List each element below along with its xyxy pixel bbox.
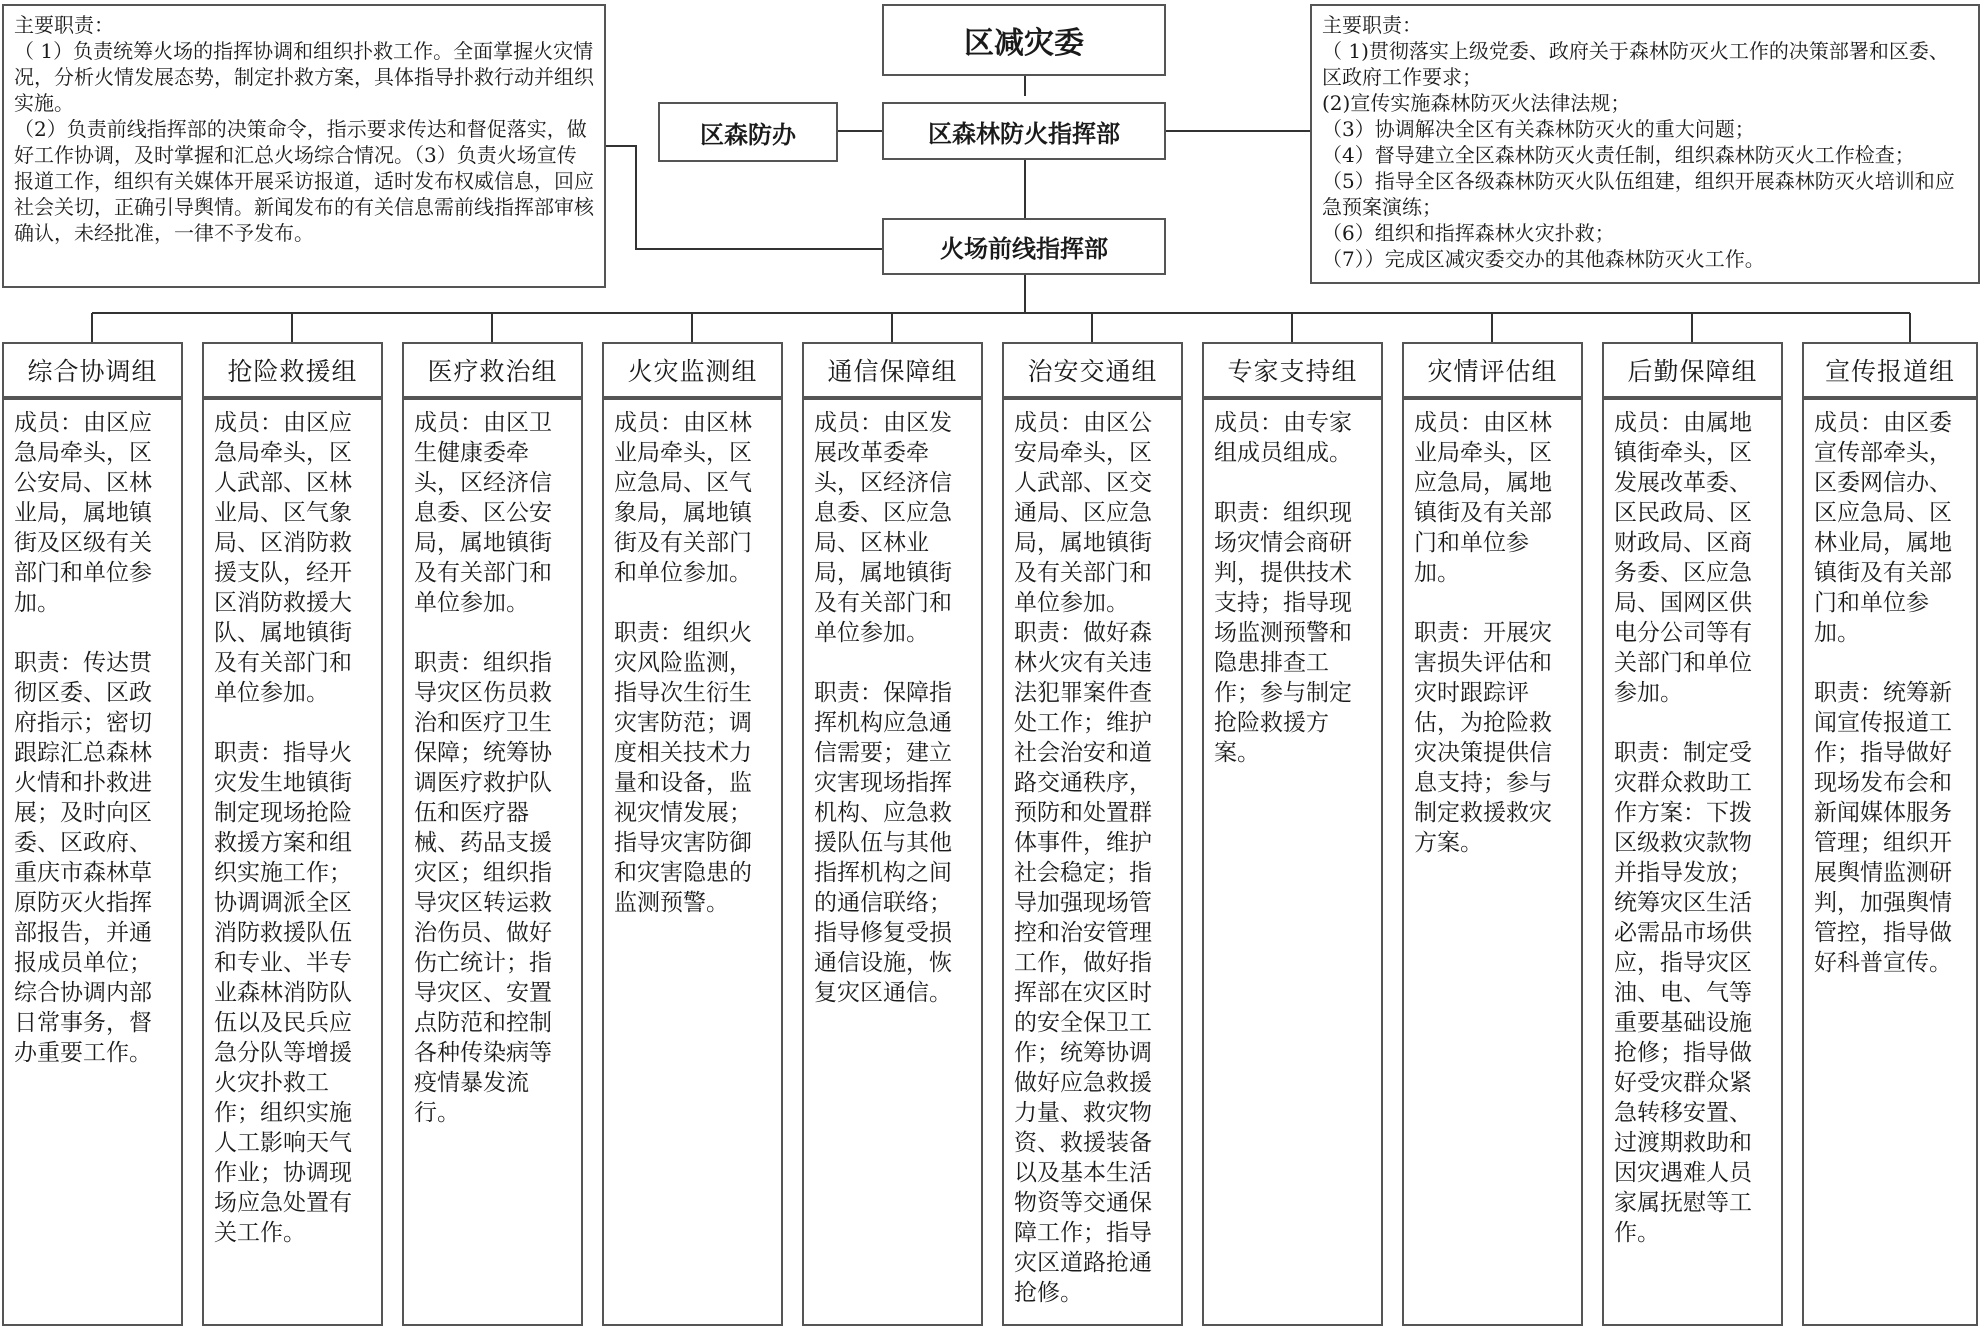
- group-title: 综合协调组: [2, 342, 183, 398]
- hq-duties-note: 主要职责： （ 1)贯彻落实上级党委、政府关于森林防灭火工作的决策部署和区委、区政府工作要求； (2)宣传实施森林防灭火法律法规； （3）协调解决全区有关森林防灭火的重大问题； （4）督导建立全区森林防灭火责任制，组织森林防灭火工作检查； （5）指导全区各级森林防灭火队伍组建，组织开展森林防灭火培训和应急预案演练； （6）组织和指挥森林火灾扑救； （7））完成区减灾委交办的其他森林防灭火工作。: [1310, 4, 1980, 284]
- group-title: 灾情评估组: [1402, 342, 1583, 398]
- group-title: 抢险救援组: [202, 342, 383, 398]
- group-title: 通信保障组: [802, 342, 983, 398]
- group-body: 成员：由区林业局牵头，区应急局，属地镇街及有关部门和单位参加。 职责：开展灾害损失评估和灾时跟踪评估，为抢险救灾决策提供信息支持；参与制定救援救灾方案。: [1402, 398, 1583, 1326]
- group-body: 成员：由区林业局牵头，区应急局、区气象局，属地镇街及有关部门和单位参加。 职责：组织火灾风险监测，指导次生衍生灾害防范；调度相关技术力量和设备，监视灾情发展；指导灾害防御和灾害隐患的监测预警。: [602, 398, 783, 1326]
- group-body: 成员：由专家组成员组成。 职责：组织现场灾情会商研判，提供技术支持；指导现场监测预警和隐患排查工作；参与制定抢险救援方案。: [1202, 398, 1383, 1326]
- group-body: 成员：由区应急局牵头，区人武部、区林业局、区气象局、区消防救援支队，经开区消防救援大队、属地镇街及有关部门和单位参加。 职责：指导火灾发生地镇街制定现场抢险救援方案和组织实施工作；协调调派全区消防救援队伍和专业、半专业森林消防队伍以及民兵应急分队等增援火灾扑救工作；组织实施人工影响天气作业；协调现场应急处置有关工作。: [202, 398, 383, 1326]
- group-title: 专家支持组: [1202, 342, 1383, 398]
- node-hq: 区森林防火指挥部: [882, 102, 1166, 160]
- group-body: 成员：由区卫生健康委牵头，区经济信息委、区公安局，属地镇街及有关部门和单位参加。 职责：组织指导灾区伤员救治和医疗卫生保障；统筹协调医疗救护队伍和医疗器械、药品支援灾区；组织指导灾区转运救治伤员、做好伤亡统计；指导灾区、安置点防范和控制各种传染病等疫情暴发流行。: [402, 398, 583, 1326]
- group-body: 成员：由区应急局牵头，区公安局、区林业局，属地镇街及区级有关部门和单位参加。 职责：传达贯彻区委、区政府指示；密切跟踪汇总森林火情和扑救进展；及时向区委、区政府、重庆市森林草原防灭火指挥部报告，并通报成员单位；综合协调内部日常事务，督办重要工作。: [2, 398, 183, 1326]
- node-forest-office: 区森防办: [658, 102, 838, 162]
- group-title: 后勤保障组: [1602, 342, 1783, 398]
- node-front-hq: 火场前线指挥部: [882, 218, 1166, 275]
- front-hq-duties-note: 主要职责： （ 1）负责统筹火场的指挥协调和组织扑救工作。全面掌握火灾情况，分析火情发展态势，制定扑救方案，具体指导扑救行动并组织实施。 （2）负责前线指挥部的决策命令，指示要求传达和督促落实，做好工作协调，及时掌握和汇总火场综合情况。（3）负责火场宣传报道工作，组织有关媒体开展采访报道，适时发布权威信息，回应社会关切，正确引导舆情。新闻发布的有关信息需前线指挥部审核确认，未经批准，一律不予发布。: [2, 4, 606, 288]
- node-committee: 区减灾委: [882, 4, 1166, 76]
- group-title: 医疗救治组: [402, 342, 583, 398]
- group-body: 成员：由区委宣传部牵头，区委网信办、区应急局、区林业局，属地镇街及有关部门和单位参加。 职责：统筹新闻宣传报道工作；指导做好现场发布会和新闻媒体服务管理；组织开展舆情监测研判，加强舆情管控，指导做好科普宣传。: [1802, 398, 1978, 1326]
- group-title: 火灾监测组: [602, 342, 783, 398]
- group-title: 治安交通组: [1002, 342, 1183, 398]
- group-title: 宣传报道组: [1802, 342, 1978, 398]
- group-body: 成员：由属地镇街牵头，区发展改革委、区民政局、区财政局、区商务委、区应急局、国网区供电分公司等有关部门和单位参加。 职责：制定受灾群众救助工作方案：下拨区级救灾款物并指导发放；统筹灾区生活必需品市场供应，指导灾区油、电、气等重要基础设施抢修；指导做好受灾群众紧急转移安置、过渡期救助和因灾遇难人员家属抚慰等工作。: [1602, 398, 1783, 1326]
- group-body: 成员：由区发展改革委牵头，区经济信息委、区应急局、区林业局，属地镇街及有关部门和单位参加。 职责：保障指挥机构应急通信需要；建立灾害现场指挥机构、应急救援队伍与其他指挥机构之间的通信联络；指导修复受损通信设施，恢复灾区通信。: [802, 398, 983, 1326]
- group-body: 成员：由区公安局牵头，区人武部、区交通局、区应急局，属地镇街及有关部门和单位参加。 职责：做好森林火灾有关违法犯罪案件查处工作；维护社会治安和道路交通秩序，预防和处置群体事件，维护社会稳定；指导加强现场管控和治安管理工作，做好指挥部在灾区时的安全保卫工作；统筹协调做好应急救援力量、救灾物资、救援装备以及基本生活物资等交通保障工作；指导灾区道路抢通抢修。: [1002, 398, 1183, 1326]
